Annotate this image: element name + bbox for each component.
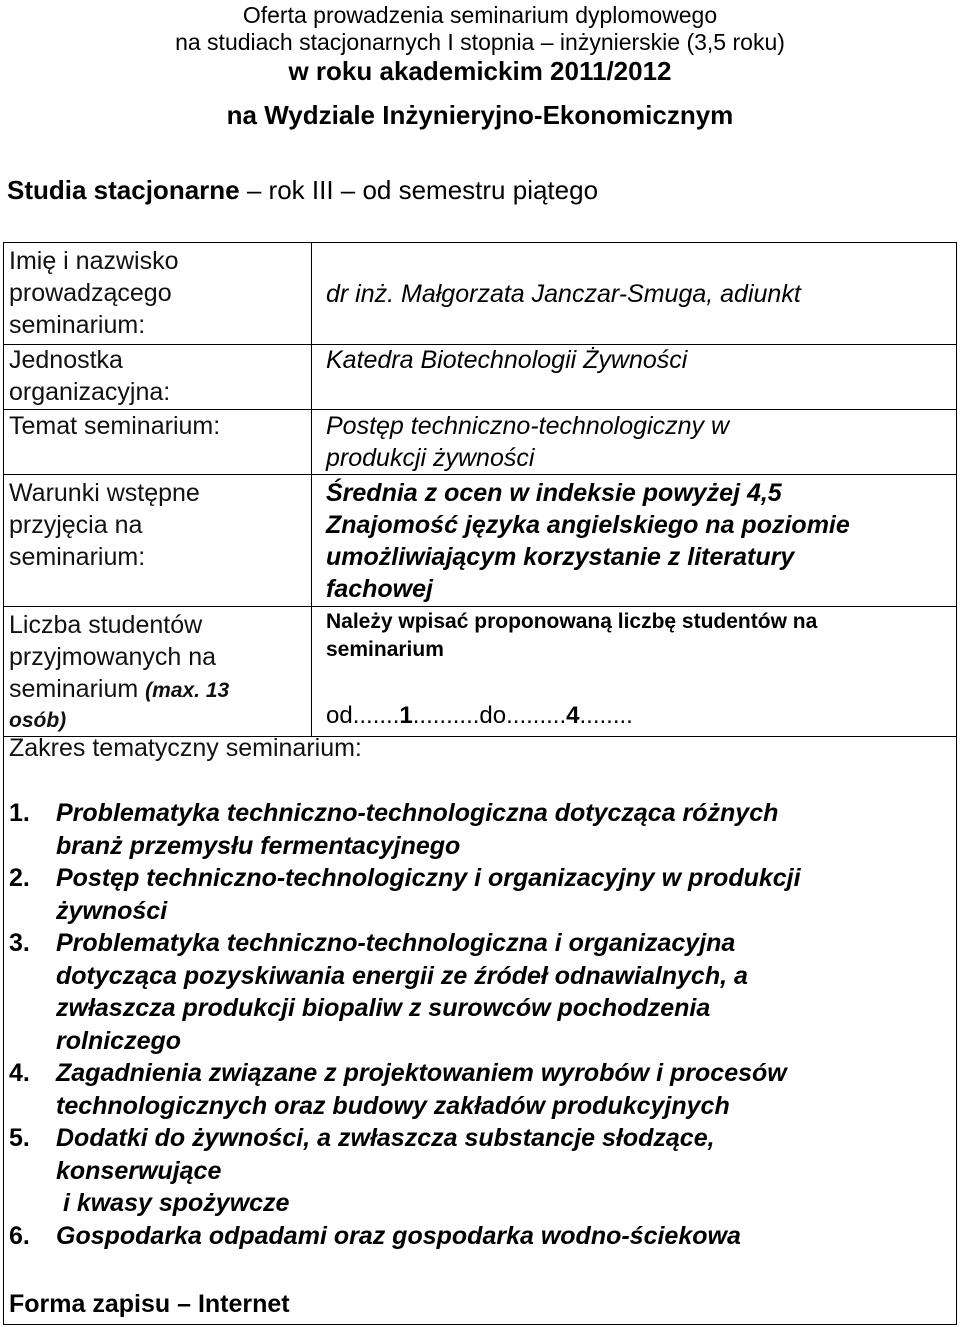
student-count-note-line: seminarium — [326, 638, 444, 661]
topic-number: 3. — [9, 929, 30, 957]
topic-number: 6. — [9, 1221, 30, 1250]
instructor-label-line: Imię i nazwisko — [9, 247, 179, 275]
academic-year-title: w roku akademickim 2011/2012 — [288, 56, 672, 86]
topic-line: Problematyka techniczno-technologiczna i organizacyjna — [56, 929, 736, 957]
instructor-label-line: prowadzącego — [9, 279, 172, 307]
topic-line: technologicznych oraz budowy zakładów produkcyjnych — [56, 1091, 730, 1120]
topic-item — [9, 1220, 939, 1253]
topic-item — [9, 1057, 939, 1122]
topic-item — [9, 797, 939, 862]
topic-label: Temat seminarium: — [9, 412, 221, 440]
topic-item — [9, 1122, 939, 1220]
unit-label-line: organizacyjna: — [9, 378, 171, 406]
requirements-label — [9, 477, 200, 573]
header-line-1: Oferta prowadzenia seminarium dyplomowego — [242, 2, 718, 28]
instructor-label-line: seminarium: — [9, 311, 146, 339]
faculty-title: na Wydziale Inżynieryjno-Ekonomicznym — [226, 100, 734, 130]
topic-line: Postęp techniczno-technologiczny i organizacyjny w produkcji — [56, 864, 801, 892]
topic-line: Gospodarka odpadami oraz gospodarka wodno-ściekowa — [56, 1221, 741, 1250]
requirements-value-line: Znajomość języka angielskiego na poziomie — [326, 511, 850, 539]
topic-item — [9, 862, 939, 927]
topic-value-line: Postęp techniczno-technologiczny w — [326, 412, 730, 440]
requirements-label-line: seminarium: — [9, 543, 146, 571]
topics-list — [9, 797, 939, 1252]
student-count-max: (max. 13 — [145, 679, 230, 702]
table-column-divider — [311, 242, 312, 736]
requirements-value — [326, 477, 850, 605]
unit-label-line: Jednostka — [9, 346, 123, 374]
student-count-note — [326, 608, 817, 664]
range-suffix: ........ — [579, 702, 633, 729]
table-row-divider — [3, 474, 957, 475]
requirements-label-line: przyjęcia na — [9, 511, 143, 539]
registration-form-line: Forma zapisu – Internet — [9, 1290, 290, 1318]
range-from-prefix: od....... — [326, 702, 400, 729]
topic-line: zwłaszcza produkcji biopaliw z surowców pochodzenia — [56, 994, 711, 1022]
student-count-note-line: Należy wpisać proponowaną liczbę studentów na — [326, 610, 818, 633]
topic-line: Problematyka techniczno-technologiczna dotycząca różnych — [56, 799, 779, 827]
student-count-range — [326, 702, 633, 730]
scope-label: Zakres tematyczny seminarium: — [9, 734, 362, 762]
topic-line: branż przemysłu fermentacyjnego — [56, 831, 461, 860]
study-mode-rest: – rok III – od semestru piątego — [239, 175, 599, 205]
student-count-label — [9, 609, 229, 735]
topic-number: 2. — [9, 864, 30, 892]
topic-line: Zagadnienia związane z projektowaniem wyrobów i procesów — [56, 1059, 787, 1087]
topic-number: 4. — [9, 1059, 30, 1087]
instructor-label — [9, 245, 179, 341]
requirements-value-line: umożliwiającym korzystanie z literatury — [326, 543, 795, 571]
unit-label — [9, 344, 170, 408]
topic-line: konserwujące — [56, 1156, 222, 1185]
unit-value: Katedra Biotechnologii Żywności — [326, 346, 688, 374]
student-count-label-text: seminarium — [9, 675, 146, 703]
topic-line: rolniczego — [56, 1026, 182, 1055]
student-count-label-line: Liczba studentów — [9, 611, 203, 639]
topic-number: 5. — [9, 1124, 30, 1152]
requirements-value-line: Średnia z ocen w indeksie powyżej 4,5 — [326, 479, 782, 507]
topic-value — [326, 410, 729, 474]
table-row-divider — [3, 606, 957, 607]
topic-line: i kwasy spożywcze — [56, 1189, 290, 1217]
requirements-label-line: Warunki wstępne — [9, 479, 200, 507]
range-from-value: 1 — [399, 702, 413, 729]
topic-value-line: produkcji żywności — [326, 444, 535, 472]
student-count-label-line: przyjmowanych na — [9, 643, 217, 671]
topic-item — [9, 927, 939, 1057]
requirements-value-line: fachowej — [326, 575, 433, 603]
student-count-max-unit: osób) — [9, 709, 67, 732]
student-count-label-line — [9, 673, 229, 707]
range-to-prefix: ..........do......... — [412, 702, 567, 729]
topic-line: Dodatki do żywności, a zwłaszcza substancje słodzące, — [56, 1124, 715, 1152]
range-to-value: 4 — [566, 702, 580, 729]
instructor-value: dr inż. Małgorzata Janczar-Smuga, adiunkt — [326, 280, 801, 308]
topic-line: dotycząca pozyskiwania energii ze źródeł odnawialnych, a — [56, 961, 748, 990]
study-mode-line — [7, 175, 598, 206]
header-line-2: na studiach stacjonarnych I stopnia – inżynierskie (3,5 roku) — [175, 29, 785, 55]
study-mode-bold: Studia stacjonarne — [7, 175, 240, 205]
topic-number: 1. — [9, 799, 30, 827]
topic-line: żywności — [56, 896, 168, 925]
